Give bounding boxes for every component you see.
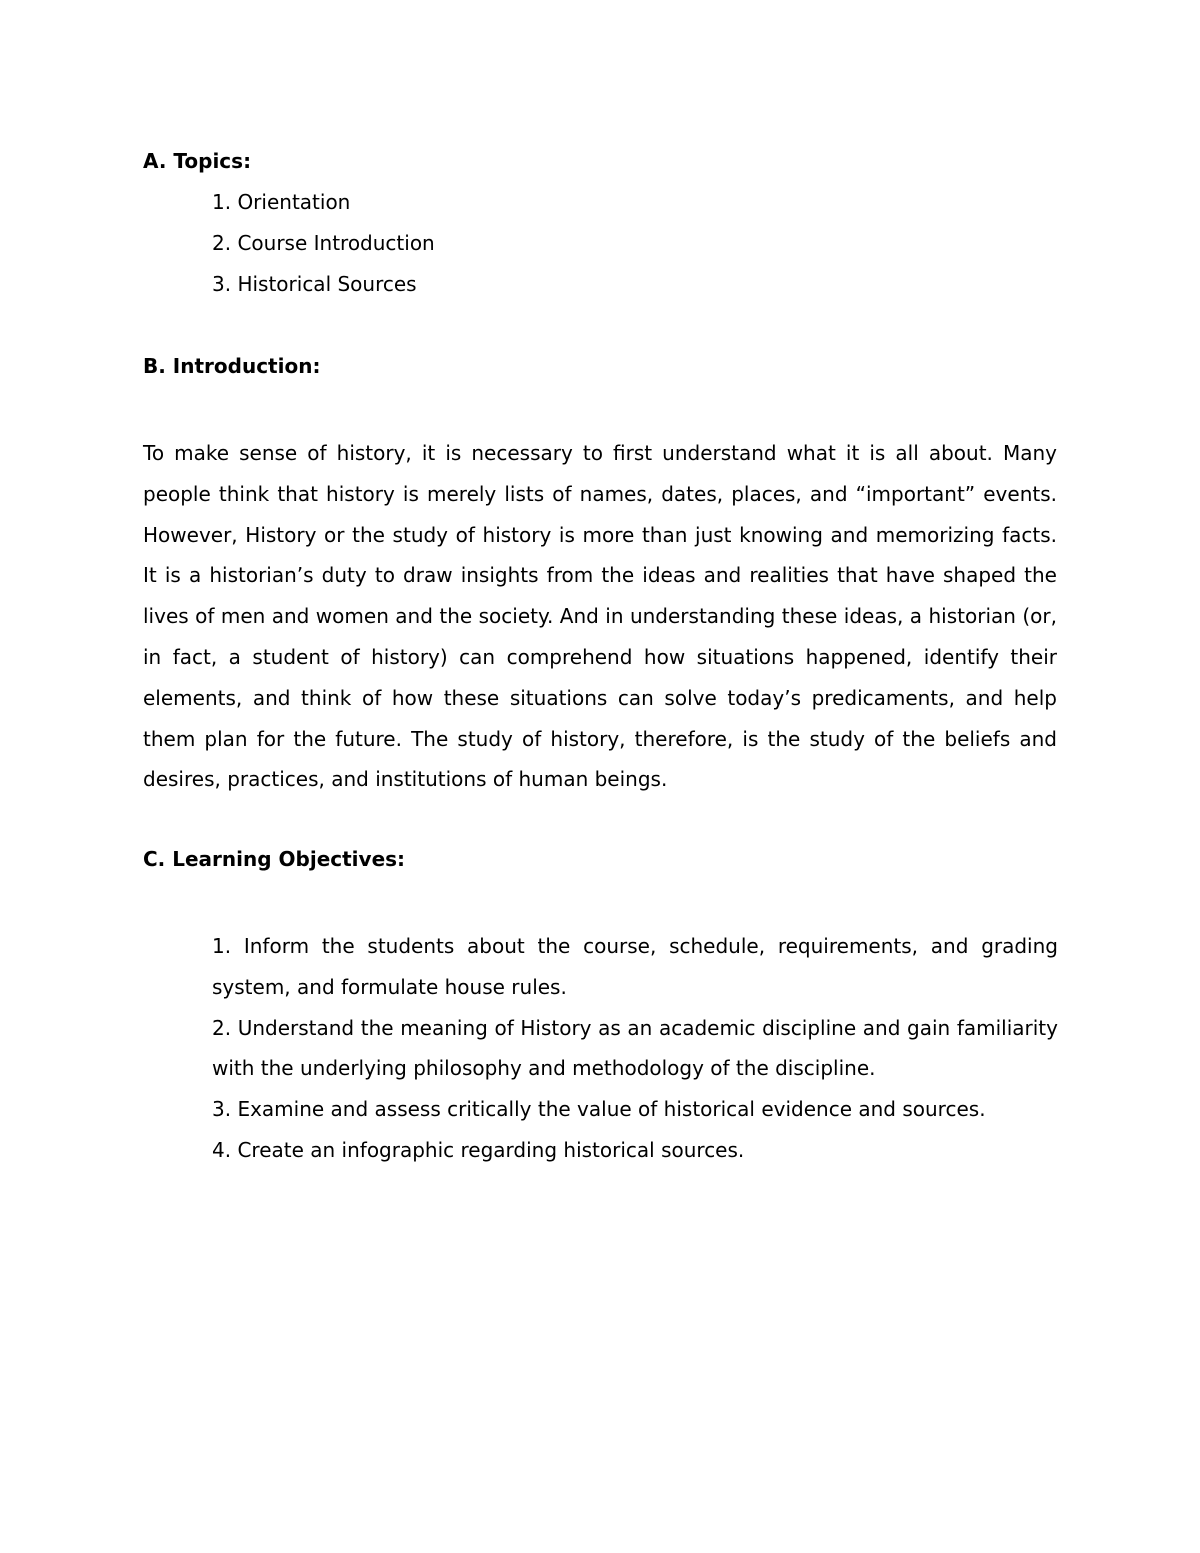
- learning-objectives-list: [212, 926, 1058, 1171]
- topic-item-historical-sources: 3. Historical Sources: [212, 272, 417, 296]
- objective-item: 4. Create an infographic regarding historical sources.: [212, 1137, 745, 1162]
- topics-heading: A. Topics:: [143, 149, 252, 173]
- objective-item: 1. Inform the students about the course, schedule, requirements, and grading system, and formulate house rules.: [212, 934, 1058, 999]
- objective-item: 3. Examine and assess critically the value of historical evidence and sources.: [212, 1097, 986, 1122]
- objective-item: 2. Understand the meaning of History as an academic discipline and gain familiarity with the underlying philosophy and methodology of the discipline.: [212, 1015, 1058, 1081]
- introduction-heading: B. Introduction:: [143, 354, 321, 378]
- topic-item-orientation: 1. Orientation: [212, 190, 351, 214]
- learning-objectives-heading: C. Learning Objectives:: [143, 847, 406, 871]
- introduction-paragraph: To make sense of history, it is necessary to first understand what it is all about. Many people think that history is merely lists of names, dates, places, and “important” events. However, History or the study of history is more than just knowing and memorizing facts. It is a historian’s duty to draw insights from the ideas and realities that have shaped the lives of men and women and the society. And in understanding these ideas, a historian (or, in fact, a student of history) can comprehend how situations happened, identify their elements, and think of how these situations can solve today’s predicaments, and help them plan for the future. The study of history, therefore, is the study of the beliefs and desires, practices, and institutions of human beings.: [143, 441, 1057, 792]
- topic-item-course-introduction: 2. Course Introduction: [212, 231, 435, 255]
